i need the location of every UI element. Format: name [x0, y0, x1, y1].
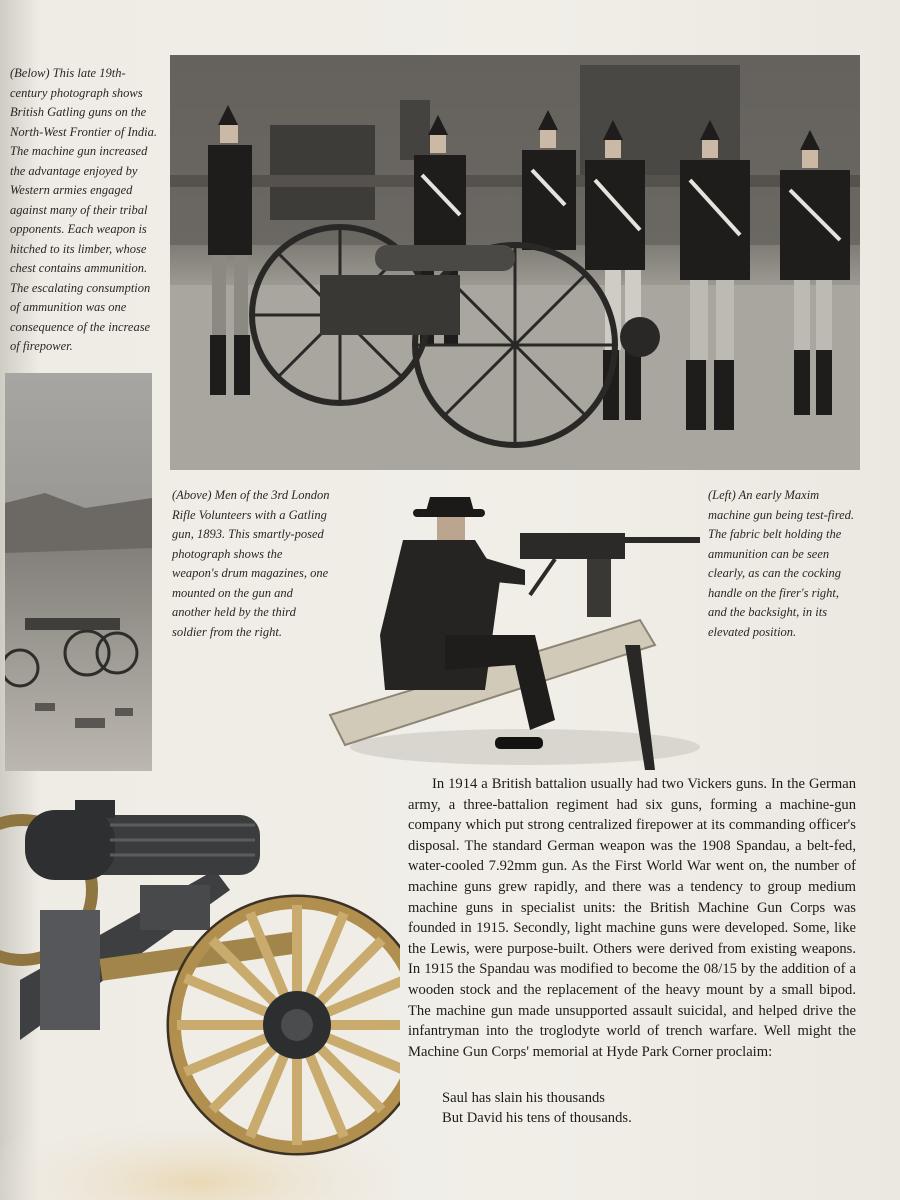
article-body	[408, 774, 856, 1062]
caption-gatling-frontier: (Below) This late 19th-century photograph shows British Gatling guns on the North-West Frontier of India. The machine gun increased the advantage enjoyed by Western armies engaged against many of their tribal opponents. Each weapon is hitched to its limber, whose chest contains ammunition. The escalating consumption of ammunition was one consequence of the increase of firepower.	[10, 66, 157, 353]
quote-line-2: But David his tens of thousands.	[442, 1110, 632, 1126]
photo-rifle-volunteers	[170, 55, 860, 470]
memorial-quote	[442, 1088, 632, 1128]
caption-rifle-volunteers: (Above) Men of the 3rd London Rifle Volunteers with a Gatling gun, 1893. This smartly-posed photograph shows the weapon's drum magazines, one mounted on the gun and another held by the third soldier from the right.	[172, 488, 330, 639]
photo-gatling-frontier	[5, 373, 152, 771]
caption-maxim: (Left) An early Maxim machine gun being test-fired. The fabric belt holding the ammunition can be seen clearly, as can the cocking handle on the firer's right, and the backsight, in its elevated position.	[708, 488, 855, 639]
illustration-gatling-gun	[0, 780, 400, 1200]
photo-maxim-gun	[325, 485, 705, 775]
quote-line-1: Saul has slain his thousands	[442, 1090, 605, 1106]
body-paragraph: In 1914 a British battalion usually had two Vickers guns. In the German army, a three-battalion regiment had six guns, forming a machine-gun company which put strong centralized firepower at its commanding officer's disposal. The standard German weapon was the 1908 Spandau, a belt-fed, water-cooled 7.92mm gun. As the First World War went on, the number of machine guns grew rapidly, and there was a tendency to group medium machine guns in specialist units: the British Machine Gun Corps was founded in 1915. Secondly, light machine guns were developed. Some, like the Lewis, were purpose-built. Others were derived from existing weapons. In 1915 the Spandau was modified to become the 08/15 by the addition of a wooden stock and the replacement of the heavy mount by a small bipod. The machine gun made unsupported assault suicidal, and helped drive the infantryman into the troglodyte world of trench warfare. Well might the Machine Gun Corps' memorial at Hyde Park Corner proclaim:	[408, 776, 856, 1060]
